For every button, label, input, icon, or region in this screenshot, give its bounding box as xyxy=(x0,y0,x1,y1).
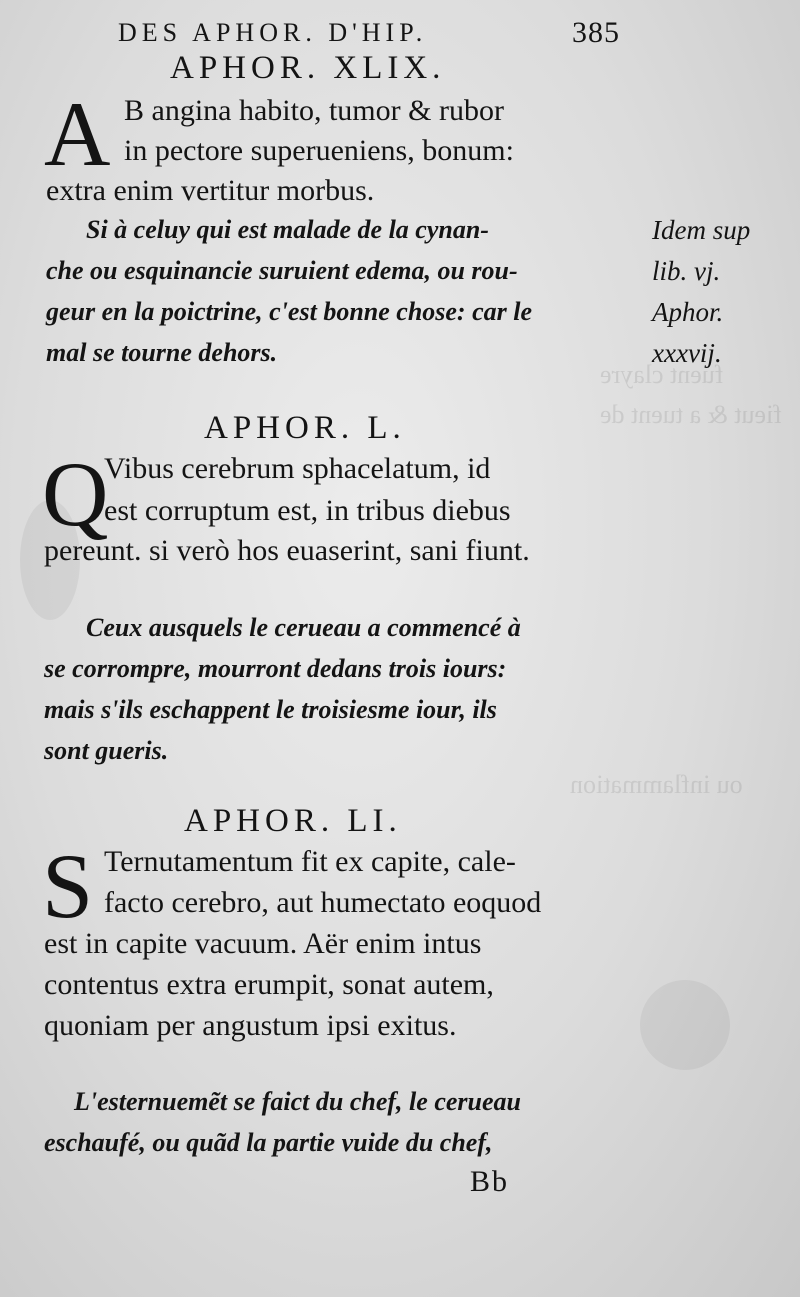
latin-line: in pectore superueniens, bonum: xyxy=(124,134,514,167)
running-title: DES APHOR. D'HIP. xyxy=(118,18,428,47)
french-line: mal se tourne dehors. xyxy=(46,338,278,367)
latin-line: extra enim vertitur morbus. xyxy=(46,174,375,207)
latin-line: B angina habito, tumor & rubor xyxy=(124,94,504,127)
paper-stain xyxy=(640,980,730,1070)
latin-line: quoniam per angustum ipsi exitus. xyxy=(44,1009,457,1042)
bleed-through-text: ou inflammation xyxy=(570,770,743,799)
bleed-through-text: fuent clayre xyxy=(600,360,724,389)
latin-line: est corruptum est, in tribus diebus xyxy=(104,494,511,527)
latin-line: Vibus cerebrum sphacelatum, id xyxy=(104,452,491,485)
french-line: eschaufé, ou quãd la partie vuide du chef, xyxy=(44,1128,493,1157)
latin-line: pereunt. si verò hos euaserint, sani fiunt. xyxy=(44,534,530,567)
latin-line: facto cerebro, aut humectato eoquod xyxy=(104,886,542,919)
margin-note-line: xxxvij. xyxy=(652,338,722,368)
french-line: Si à celuy qui est malade de la cynan- xyxy=(86,215,489,244)
aphorism-heading: APHOR. L. xyxy=(204,410,406,446)
bleed-through-text: fieut & a tuent de xyxy=(600,400,782,429)
aphorism-heading: APHOR. XLIX. xyxy=(170,50,446,86)
margin-note-line: Aphor. xyxy=(652,297,724,327)
signature-mark: Bb xyxy=(470,1165,510,1198)
french-line: che ou esquinancie suruient edema, ou rou- xyxy=(46,256,518,285)
drop-cap: Q xyxy=(42,443,109,545)
french-line: mais s'ils eschappent le troisiesme iour, ils xyxy=(44,695,497,724)
latin-line: Ternutamentum fit ex capite, cale- xyxy=(104,845,516,878)
drop-cap: S xyxy=(42,835,94,937)
latin-line: contentus extra erumpit, sonat autem, xyxy=(44,968,494,1001)
french-line: sont gueris. xyxy=(44,736,169,765)
latin-line: est in capite vacuum. Aër enim intus xyxy=(44,927,482,960)
french-line: L'esternuemẽt se faict du chef, le cerueau xyxy=(74,1087,521,1116)
margin-note-line: Idem sup xyxy=(652,215,751,245)
margin-note-line: lib. vj. xyxy=(652,256,721,286)
page-number: 385 xyxy=(572,16,620,49)
aphorism-heading: APHOR. LI. xyxy=(184,803,402,839)
french-line: geur en la poictrine, c'est bonne chose: car le xyxy=(46,297,533,326)
french-line: Ceux ausquels le cerueau a commencé à xyxy=(86,613,521,642)
drop-cap: A xyxy=(44,83,111,185)
french-line: se corrompre, mourront dedans trois iours: xyxy=(44,654,507,683)
